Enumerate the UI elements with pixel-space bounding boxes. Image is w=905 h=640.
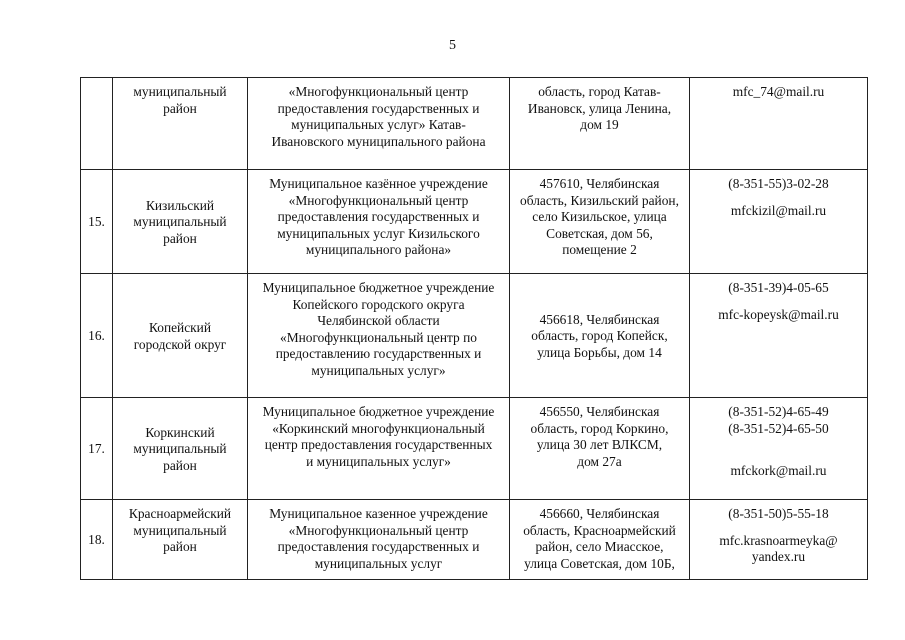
address-cell: область, город Катав- Ивановск, улица Ленина, дом 19 [510, 78, 690, 170]
phone-number: (8-351-50)5-55-18 [728, 506, 829, 521]
email-link[interactable]: mfc.krasnoarmeyka@ yandex.ru [719, 532, 838, 564]
contact-cell [690, 500, 868, 580]
organization-cell: Муниципальное казённое учреждение «Многофункциональный центр предоставления государственных и муниципальных услуг Кизильского муниципального района» [248, 170, 510, 274]
contact-cell [690, 274, 868, 398]
table-row [81, 398, 868, 500]
page-number: 5 [449, 38, 456, 53]
contact-cell [690, 398, 868, 500]
phone-number: (8-351-55)3-02-28 [728, 176, 829, 191]
organization-cell: «Многофункциональный центр предоставления государственных и муниципальных услуг» Катав- Ивановского муниципального района [248, 78, 510, 170]
table-row [81, 170, 868, 274]
email-link[interactable]: mfc-kopeysk@mail.ru [718, 306, 839, 322]
address-cell: 456618, Челябинская область, город Копейск, улица Борьбы, дом 14 [510, 274, 690, 398]
address-cell: 456660, Челябинская область, Красноармейский район, село Миасское, улица Советская, дом 10Б, [510, 500, 690, 580]
table-row [81, 500, 868, 580]
district-cell: муниципальный район [113, 78, 248, 170]
district-cell: Копейский городской округ [113, 274, 248, 398]
email-link[interactable]: mfckizil@mail.ru [730, 202, 827, 218]
organization-cell: Муниципальное бюджетное учреждение Копейского городского округа Челябинской области «Многофункциональный центр по предоставлению государственных и муниципальных услуг» [248, 274, 510, 398]
email-link[interactable]: mfckork@mail.ru [730, 463, 827, 478]
table-row [81, 78, 868, 170]
table-row [81, 274, 868, 398]
row-number: 15. [81, 170, 113, 274]
organization-cell: Муниципальное казенное учреждение «Многофункциональный центр предоставления государственных и муниципальных услуг [248, 500, 510, 580]
mfc-table [80, 77, 868, 580]
row-number: 16. [81, 274, 113, 398]
address-cell: 457610, Челябинская область, Кизильский район, село Кизильское, улица Советская, дом 56, помещение 2 [510, 170, 690, 274]
district-cell: Красноармейский муниципальный район [113, 500, 248, 580]
phone-number: (8-351-39)4-05-65 [728, 280, 829, 295]
phone-number: (8-351-52)4-65-49 (8-351-52)4-65-50 [728, 404, 829, 436]
row-number [81, 78, 113, 170]
row-number: 17. [81, 398, 113, 500]
email-link[interactable]: mfc_74@mail.ru [732, 84, 825, 99]
row-number: 18. [81, 500, 113, 580]
district-cell: Коркинский муниципальный район [113, 398, 248, 500]
contact-cell [690, 78, 868, 170]
contact-cell [690, 170, 868, 274]
address-cell: 456550, Челябинская область, город Коркино, улица 30 лет ВЛКСМ, дом 27а [510, 398, 690, 500]
district-cell: Кизильский муниципальный район [113, 170, 248, 274]
organization-cell: Муниципальное бюджетное учреждение «Коркинский многофункциональный центр предоставления государственных и муниципальных услуг» [248, 398, 510, 500]
